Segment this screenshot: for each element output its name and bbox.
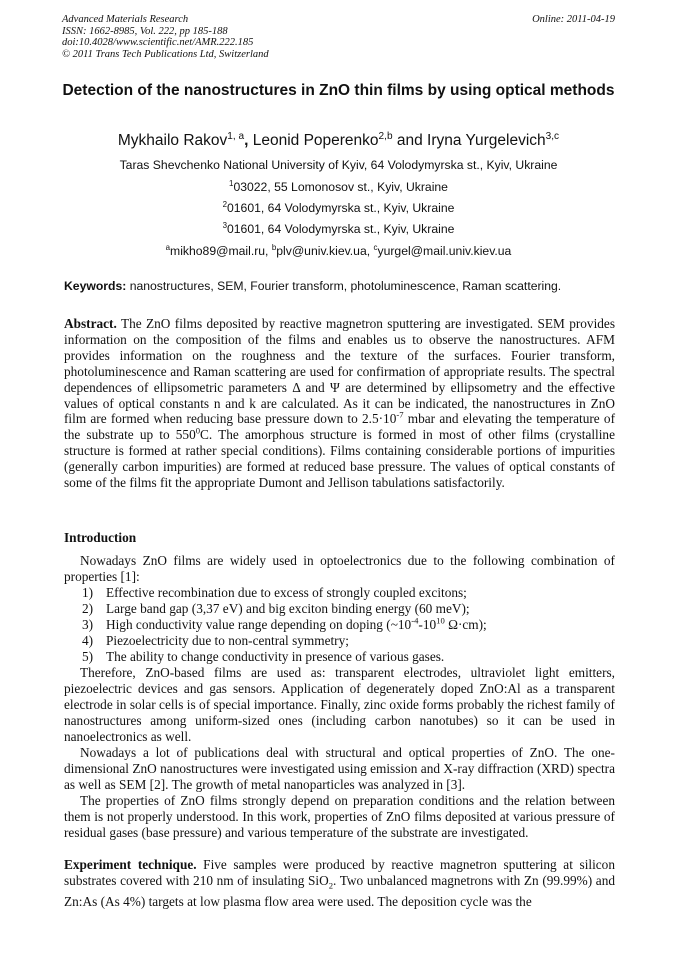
- list-text: High conductivity value range depending on doping (~10: [106, 616, 412, 632]
- list-item: [82, 649, 612, 665]
- subscript: 2: [328, 880, 334, 891]
- issn-line: ISSN: 1662-8985, Vol. 222, pp 185-188: [62, 25, 228, 37]
- list-number: 3): [82, 616, 94, 632]
- list-number: 1): [82, 585, 94, 600]
- list-number: 4): [82, 632, 94, 648]
- list-text: Effective recombination due to excess of strongly coupled excitons;: [106, 585, 467, 600]
- list-text: -10: [418, 616, 437, 632]
- email-address: plv@univ.kiev.ua,: [276, 244, 374, 258]
- list-item: [82, 585, 612, 601]
- affiliation-mark: 1: [229, 178, 234, 188]
- email-mark: c: [373, 242, 378, 252]
- affiliation-university: Taras Shevchenko National University of Kyiv, 64 Volodymyrska st., Kyiv, Ukraine: [119, 158, 558, 172]
- experiment-paragraph: [64, 857, 615, 910]
- affiliation-mark: 3: [222, 220, 227, 230]
- paper-title: Detection of the nanostructures in ZnO thin films by using optical methods: [62, 82, 615, 99]
- experiment-label: Experiment technique.: [64, 857, 197, 872]
- affiliation-mark: 2: [222, 199, 227, 209]
- experiment-text: Five samples were produced by reactive magnetron sputtering at silicon substrates covered with 210 nm of insulating SiO: [64, 857, 615, 888]
- exponent: -4: [411, 615, 419, 626]
- list-number: 2): [82, 600, 94, 616]
- introduction-heading: Introduction: [64, 530, 137, 545]
- experiment-text: . Two unbalanced magnetrons with Zn (99.99%) and Zn:As (As 4%) targets at low plasma flow area were used. The deposition cycle was the: [64, 872, 615, 910]
- intro-paragraph-3: Nowadays a lot of publications deal with structural and optical properties of ZnO. The one-dimensional ZnO nanostructures were investigated using emission and X-ray diffraction (XRD) spectra as well as SEM [2]. The growth of metal nanoparticles was analyzed in [3].: [64, 745, 615, 792]
- abstract-text: mbar and elevating the temperature of the substrate up to 550: [64, 411, 615, 443]
- property-list: [82, 585, 612, 665]
- author-separator: and: [392, 132, 428, 149]
- keywords-text: nanostructures, SEM, Fourier transform, photoluminescence, Raman scattering.: [126, 279, 562, 293]
- author-name: Mykhailo Rakov: [117, 132, 228, 149]
- copyright-line: © 2011 Trans Tech Publications Ltd, Switzerland: [62, 48, 269, 60]
- affiliation-3: [62, 221, 615, 237]
- intro-paragraph-1: Nowadays ZnO films are widely used in optoelectronics due to the following combination of properties [1]:: [64, 553, 615, 584]
- author-name: Iryna Yurgelevich: [427, 132, 546, 149]
- abstract-text: The ZnO films deposited by reactive magnetron sputtering are investigated. SEM provides information on the composition of the films and enables us to observe the nanostructures. AFM provides information on the roughness and the texture of the surfaces. Fourier transform, photoluminescence and Raman scattering are used for confirmation of appropriate results. The spectral dependences of ellipsometric parameters Δ and Ψ are determined by ellipsometry and the effective values of optical constants n and k are calculated. As it can be indicated, the nanostructures in ZnO film are formed when reducing base pressure down to 2.5·10: [64, 316, 615, 427]
- email-address: yurgel@mail.univ.kiev.ua: [377, 244, 512, 258]
- abstract-text: C. The amorphous structure is formed in most of other films (crystalline structure is formed at rather special conditions). Films containing considerable portions of impurities (generally carbon impurities) are formed at reduced base pressure. The values of optical constants of some of the films fit the appropriate Dumont and Jellison tabulations satisfactorily.: [64, 427, 615, 491]
- list-number: 5): [82, 648, 94, 664]
- author-list: [62, 131, 615, 151]
- list-item: [82, 601, 612, 617]
- author-separator: ,: [244, 132, 253, 149]
- keywords-label: Keywords:: [64, 279, 127, 293]
- affiliation-2: [62, 200, 615, 216]
- doi-line: doi:10.4028/www.scientific.net/AMR.222.185: [62, 37, 254, 48]
- list-text: Large band gap (3,37 eV) and big exciton binding energy (60 meV);: [106, 600, 470, 616]
- email-mark: b: [271, 242, 277, 252]
- journal-header: [62, 14, 615, 60]
- list-text: The ability to change conductivity in presence of various gases.: [106, 648, 445, 664]
- keywords: [64, 278, 617, 294]
- affiliation-address: 01601, 64 Volodymyrska st., Kyiv, Ukraine: [227, 201, 455, 215]
- list-item: [82, 617, 612, 633]
- affiliation-address: 03022, 55 Lomonosov st., Kyiv, Ukraine: [233, 180, 448, 194]
- journal-name: Advanced Materials Research: [62, 14, 189, 25]
- exponent: -7: [396, 410, 404, 421]
- list-text: Piezoelectricity due to non-central symmetry;: [106, 632, 349, 648]
- exponent: 0: [195, 425, 201, 436]
- intro-paragraph-2: Therefore, ZnO-based films are used as: transparent electrodes, ultraviolet light emitters, piezoelectric devices and gas sensors. Application of degenerately doped ZnO:Al as a transparent electrode in solar cells is of special importance. Finally, zinc oxide forms probably the richest family of nanostructures among uniform-sized ones (including carbon nanotubes) so it can be used in nanoelectronics as well.: [64, 665, 615, 744]
- exponent: 10: [436, 615, 445, 626]
- email-address: mikho89@mail.ru,: [170, 244, 272, 258]
- email-mark: a: [165, 242, 171, 252]
- author-affiliation-mark: 3,c: [545, 130, 560, 142]
- list-text: Ω·cm);: [444, 616, 487, 632]
- affiliation-address: 01601, 64 Volodymyrska st., Kyiv, Ukraine: [227, 222, 455, 236]
- author-affiliation-mark: 1, a: [227, 130, 245, 142]
- list-item: [82, 633, 612, 649]
- affiliation-emails: [62, 243, 615, 259]
- intro-paragraph-4: The properties of ZnO films strongly depend on preparation conditions and the relation between them is not properly understood. In this work, properties of ZnO films deposited at various pressure of residual gases (base pressure) and various temperature of the substrate are investigated.: [64, 793, 615, 840]
- affiliation-1: [62, 179, 615, 195]
- abstract: [64, 316, 615, 491]
- author-name: Leonid Poperenko: [252, 132, 379, 149]
- author-affiliation-mark: 2,b: [378, 130, 393, 142]
- online-date: Online: 2011-04-19: [532, 14, 615, 25]
- abstract-label: Abstract.: [64, 316, 117, 331]
